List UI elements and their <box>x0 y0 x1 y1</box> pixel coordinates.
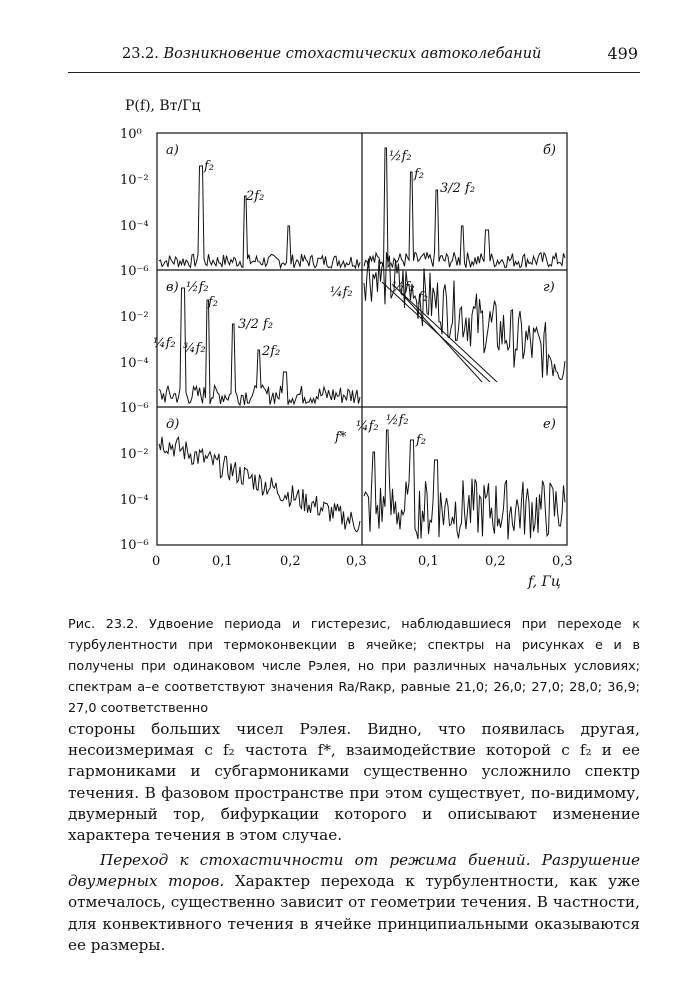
x-tick-label: 0,1 <box>418 554 439 569</box>
x-tick-label: 0,1 <box>212 554 233 569</box>
y-axis-label: P(f), Вт/Гц <box>125 98 201 114</box>
spectrum-b <box>364 148 565 268</box>
x-tick-label: 0,2 <box>485 554 506 569</box>
peak-label: f₂ <box>416 433 427 448</box>
y-tick-label: 10⁻⁶ <box>120 264 149 279</box>
panel-label-g: г) <box>543 280 555 295</box>
paragraph-1: стороны больших чисел Рэлея. Видно, что появилась другая, несоизмеримая с f₂ частота f*, взаимодействие которой с f₂ и ее гармониками и субгармониками существенно усложнило спектр течения. В фазовом пространстве при этом существует, по-видимому, двумерный тор, бифуркации которого и описывают изменение характера течения в этом случае. <box>68 720 640 845</box>
y-tick-label: 10⁻⁶ <box>120 538 149 553</box>
y-tick-label: 10⁻⁴ <box>120 493 149 508</box>
peak-label: ½f₂ <box>386 413 409 428</box>
y-tick-label: 10⁻² <box>120 310 149 325</box>
page-number: 499 <box>607 44 638 63</box>
peak-label: f₂ <box>414 167 425 182</box>
panel-label-d: д) <box>166 417 180 432</box>
spectrum-g <box>364 252 565 379</box>
paragraph-2-lead: Переход к стохастичности от режима биений. Разрушение двумерных торов. <box>68 851 640 891</box>
peak-label: 2f₂ <box>246 189 265 204</box>
peak-label: ¼f₂ <box>356 419 379 434</box>
peak-label: 2f₂ <box>262 344 281 359</box>
x-tick-label: 0,3 <box>552 554 573 569</box>
spectrum-a <box>159 166 360 268</box>
x-tick-label: 0,2 <box>280 554 301 569</box>
y-tick-label: 10⁰ <box>120 127 142 142</box>
peak-label: 3/2 f₂ <box>238 317 274 332</box>
figure-caption: Рис. 23.2. Удвоение периода и гистерезис, наблюдавшиеся при переходе к турбулентности при термоконвекции в ячейке; спектры на рисунках е и в получены при одинаковом числе Рэлея, но при различных начальных условиях; спектрам а–е соответствуют значения Ra/Raкр, равные 21,0; 26,0; 27,0; 28,0; 36,9; 27,0 соответственно <box>68 617 640 716</box>
x-tick-label: 0,3 <box>346 554 367 569</box>
peak-label: f₂ <box>204 159 215 174</box>
spectrum-d <box>159 437 360 532</box>
y-tick-label: 10⁻⁴ <box>120 356 149 371</box>
peak-label: f* <box>335 430 347 445</box>
section-number: 23.2. <box>122 46 159 62</box>
peak-label: ½f₂ <box>392 280 415 295</box>
panel-label-v: в) <box>166 280 179 295</box>
y-tick-label: 10⁻⁴ <box>120 219 149 234</box>
x-axis-label: f, Гц <box>528 574 561 590</box>
peak-label: f₂ <box>418 290 429 305</box>
section-title: Возникновение стохастических автоколебаний <box>163 46 542 62</box>
peak-label: f₂ <box>208 295 219 310</box>
peak-label: 3/2 f₂ <box>440 181 476 196</box>
slope-line <box>392 284 497 382</box>
panel-label-a: а) <box>166 143 179 158</box>
peak-label: ¼f₂ <box>153 336 176 351</box>
panel-label-e: е) <box>543 417 556 432</box>
y-tick-label: 10⁻⁶ <box>120 401 149 416</box>
y-tick-label: 10⁻² <box>120 173 149 188</box>
paragraph-2 <box>68 850 640 956</box>
peak-label: ¼f₂ <box>330 285 353 300</box>
y-tick-label: 10⁻² <box>120 447 149 462</box>
peak-label: ½f₂ <box>186 280 209 295</box>
peak-label: ½f₂ <box>389 149 412 164</box>
x-tick-label: 0 <box>152 554 161 569</box>
paragraph-2-rest: Характер перехода к турбулентности, как уже отмечалось, существенно зависит от геометрии течения. В частности, для конвективного течения в ячейке принципиальными оказываются ее размеры. <box>68 872 640 954</box>
spectrum-e <box>364 430 565 540</box>
panel-label-b: б) <box>543 143 557 158</box>
peak-label: ¾f₂ <box>183 341 206 356</box>
